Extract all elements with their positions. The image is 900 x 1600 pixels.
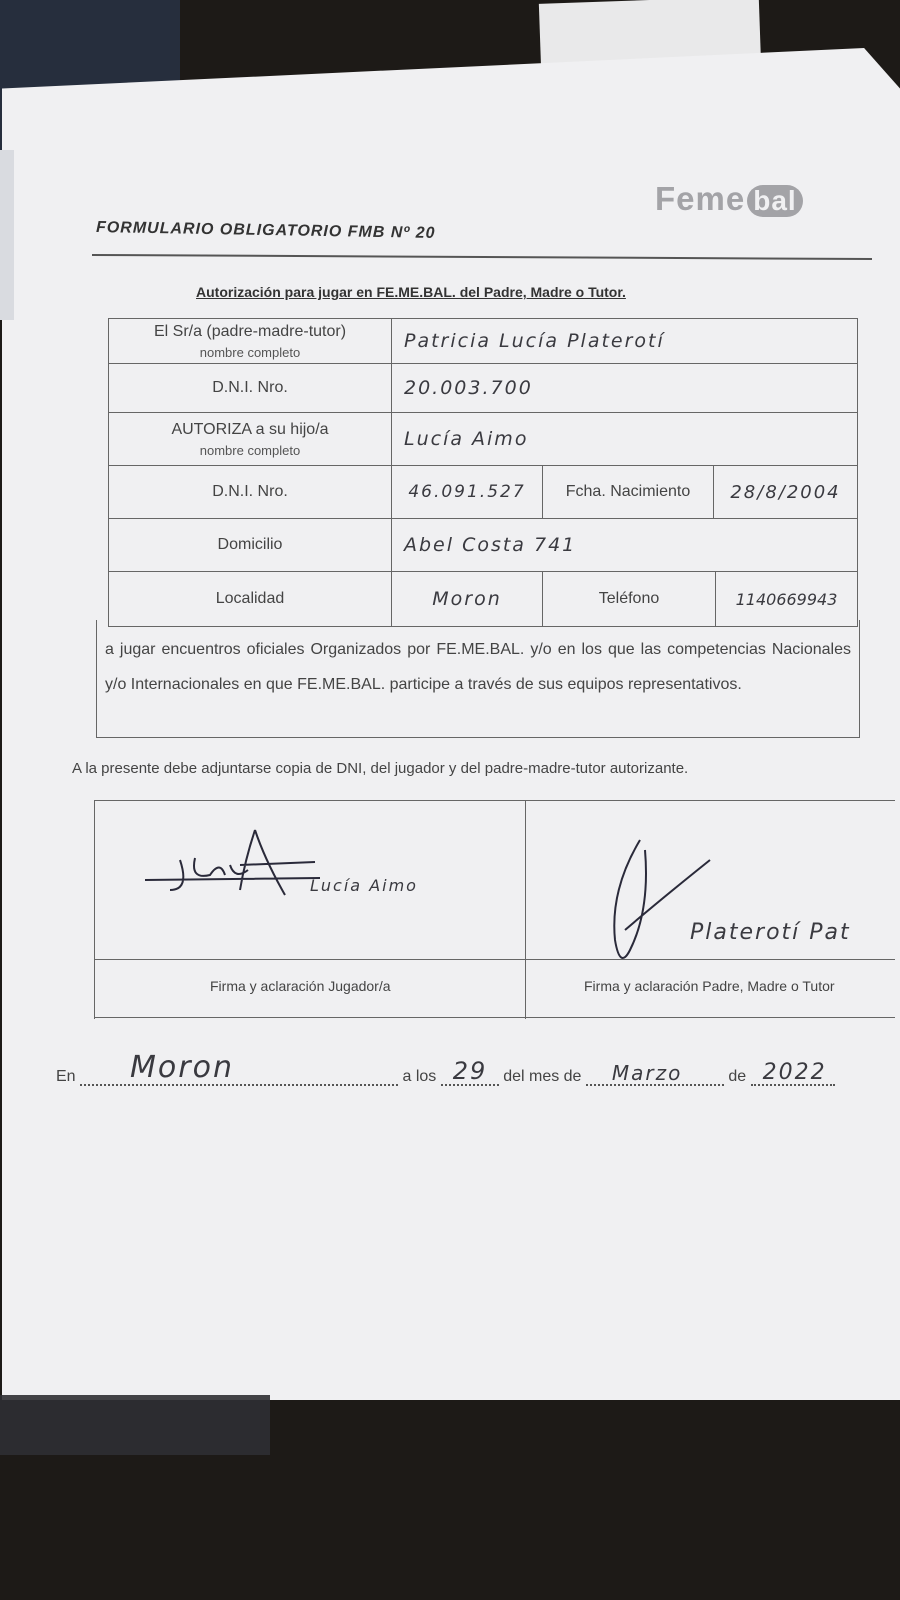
phone: 1140669943	[735, 589, 838, 609]
place-date-line	[56, 1050, 835, 1086]
table-row	[109, 572, 857, 626]
guardian-name-cell	[392, 319, 857, 363]
signature-bottom-line	[95, 1017, 895, 1018]
footer-del-mes-de: del mes de	[503, 1068, 582, 1085]
guardian-signature-graphic	[590, 830, 720, 980]
table-row	[109, 466, 857, 519]
locality: Moron	[432, 588, 502, 610]
year-value: 2022	[762, 1060, 827, 1085]
plastic-bag	[0, 1395, 270, 1455]
day-value: 29	[452, 1057, 488, 1085]
footer-a-los: a los	[402, 1068, 437, 1085]
table-row	[109, 519, 857, 572]
guardian-label: El Sr/a (padre-madre-tutor)	[153, 322, 347, 340]
month-field	[586, 1061, 724, 1086]
child-dni-label-cell	[109, 466, 392, 518]
guardian-label-cell	[109, 319, 392, 363]
day-field	[441, 1057, 499, 1086]
player-signature-label: Firma y aclaración Jugador/a	[210, 978, 391, 994]
year-field	[751, 1060, 835, 1086]
phone-label-cell	[543, 572, 716, 626]
locality-label-cell	[109, 572, 392, 626]
address-cell	[392, 519, 857, 571]
guardian-dni-label-cell	[109, 364, 392, 412]
birth-label: Fcha. Nacimiento	[565, 483, 691, 500]
logo-text-bal: bal	[747, 185, 802, 217]
place-value: Moron	[130, 1050, 234, 1085]
guardian-dni-cell	[392, 364, 857, 412]
birth-label-cell	[543, 466, 714, 518]
child-dni: 46.091.527	[408, 482, 526, 502]
form-subtitle: Autorización para jugar en FE.ME.BAL. del Padre, Madre o Tutor.	[196, 284, 626, 300]
form-title: FORMULARIO OBLIGATORIO FMB Nº 20	[95, 219, 436, 242]
signature-line	[95, 959, 895, 960]
paper-edge	[0, 150, 14, 320]
attachment-note: A la presente debe adjuntarse copia de DNI, del jugador y del padre-madre-tutor autorizante.	[72, 760, 689, 777]
child-dni-label: D.N.I. Nro.	[212, 483, 288, 500]
month-value: Marzo	[611, 1061, 683, 1085]
locality-label: Localidad	[215, 590, 285, 607]
child-label: AUTORIZA a su hijo/a	[171, 420, 329, 438]
guardian-signature: Platerotí Pat	[690, 920, 851, 945]
child-dni-cell	[392, 466, 543, 518]
player-signature: Lucía Aimo	[310, 876, 418, 895]
birth-date: 28/8/2004	[730, 481, 841, 503]
guardian-sublabel: nombre completo	[199, 344, 301, 360]
guardian-dni-label: D.N.I. Nro.	[212, 379, 288, 396]
address: Abel Costa 741	[404, 534, 577, 556]
logo-text: Feme	[655, 180, 746, 217]
child-label-cell	[109, 413, 392, 465]
birth-date-cell	[714, 466, 857, 518]
table-row	[109, 319, 857, 364]
authorization-table	[108, 318, 858, 627]
footer-en: En	[56, 1068, 76, 1085]
address-label: Domicilio	[217, 536, 283, 553]
femebal-logo	[655, 180, 803, 218]
guardian-signature-label: Firma y aclaración Padre, Madre o Tutor	[584, 978, 835, 994]
child-sublabel: nombre completo	[199, 442, 301, 458]
footer-de: de	[728, 1068, 747, 1085]
table-row	[109, 364, 857, 413]
player-signature-graphic	[140, 820, 440, 910]
phone-label: Teléfono	[598, 590, 660, 607]
phone-cell	[716, 572, 857, 626]
address-label-cell	[109, 519, 392, 571]
child-name: Lucía Aimo	[404, 428, 529, 450]
table-row	[109, 413, 857, 466]
locality-cell	[392, 572, 543, 626]
guardian-dni: 20.003.700	[404, 377, 533, 399]
guardian-name: Patricia Lucía Platerotí	[404, 330, 665, 352]
place-field	[80, 1050, 398, 1086]
authorization-text: a jugar encuentros oficiales Organizados por FE.ME.BAL. y/o en los que las competencias Nacionales y/o Internacionales en que FE.ME.BAL. participe a través de sus equipos representativos.	[96, 620, 860, 738]
child-name-cell	[392, 413, 857, 465]
